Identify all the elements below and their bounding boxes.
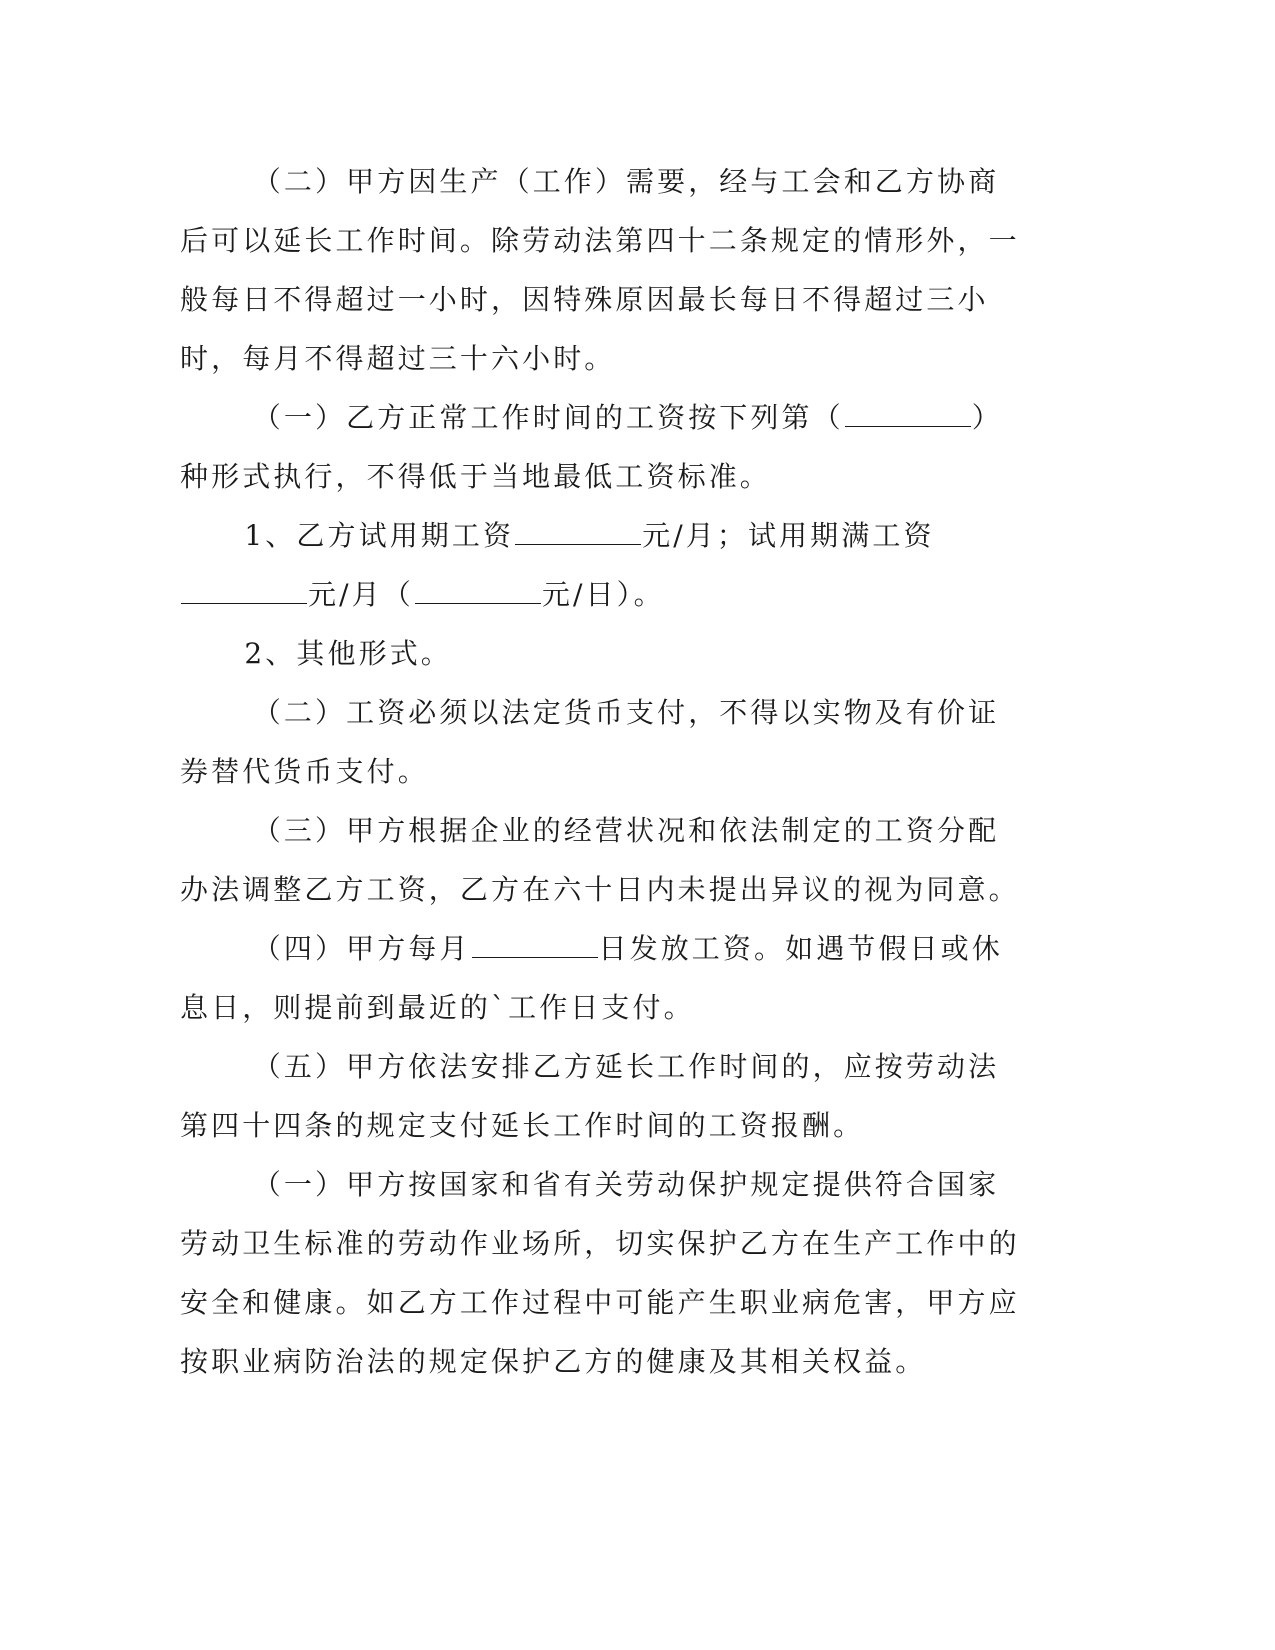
paragraph-overtime-negotiation bbox=[180, 152, 1030, 388]
fill-in-blank-daily-wage[interactable] bbox=[415, 578, 541, 604]
paragraph-text: （四）甲方每月 bbox=[252, 932, 471, 965]
paragraph-text: （一）乙方正常工作时间的工资按下列第（ bbox=[252, 401, 844, 434]
fill-in-blank-wage-form[interactable] bbox=[845, 401, 971, 427]
paragraph-wage-form bbox=[180, 388, 1030, 506]
paragraph-probation-wage bbox=[180, 506, 1030, 624]
fill-in-blank-full-wage[interactable] bbox=[181, 578, 307, 604]
paragraph-wage-adjustment bbox=[180, 801, 1030, 919]
paragraph-text: 1、乙方试用期工资 bbox=[244, 519, 515, 552]
paragraph-labor-protection bbox=[180, 1155, 1030, 1391]
paragraph-text: 元/月；试用期满工资 bbox=[642, 519, 935, 552]
paragraph-text: （五）甲方依法安排乙方延长工作时间的，应按劳动法第四十四条的规定支付延长工作时间的工资报酬。 bbox=[180, 1050, 1000, 1142]
paragraph-payday bbox=[180, 919, 1030, 1037]
fill-in-blank-payday[interactable] bbox=[472, 932, 598, 958]
paragraph-text: 元/月（ bbox=[308, 578, 414, 611]
document-body bbox=[180, 152, 1030, 1391]
paragraph-text: （二）工资必须以法定货币支付，不得以实物及有价证券替代货币支付。 bbox=[180, 696, 1000, 788]
paragraph-text: 元/日）。 bbox=[541, 578, 665, 611]
fill-in-blank-probation-wage[interactable] bbox=[515, 519, 641, 545]
paragraph-other-forms bbox=[180, 624, 1030, 683]
paragraph-text: （一）甲方按国家和省有关劳动保护规定提供符合国家劳动卫生标准的劳动作业场所，切实保护乙方在生产工作中的安全和健康。如乙方工作过程中可能产生职业病危害，甲方应按职业病防治法的规定保护乙方的健康及其相关权益。 bbox=[180, 1168, 1020, 1378]
paragraph-text: （二）甲方因生产（工作）需要，经与工会和乙方协商后可以延长工作时间。除劳动法第四十二条规定的情形外，一般每日不得超过一小时，因特殊原因最长每日不得超过三小时，每月不得超过三十六小时。 bbox=[180, 165, 1020, 375]
paragraph-text: 日发放工资。如遇节假日或休息日，则提前到最近的`工作日支付。 bbox=[180, 932, 1003, 1024]
paragraph-text: ）种形式执行，不得低于当地最低工资标准。 bbox=[180, 401, 1003, 493]
paragraph-text: 2、其他形式。 bbox=[244, 637, 452, 670]
paragraph-currency-payment bbox=[180, 683, 1030, 801]
paragraph-overtime-pay bbox=[180, 1037, 1030, 1155]
paragraph-text: （三）甲方根据企业的经营状况和依法制定的工资分配办法调整乙方工资，乙方在六十日内未提出异议的视为同意。 bbox=[180, 814, 1020, 906]
